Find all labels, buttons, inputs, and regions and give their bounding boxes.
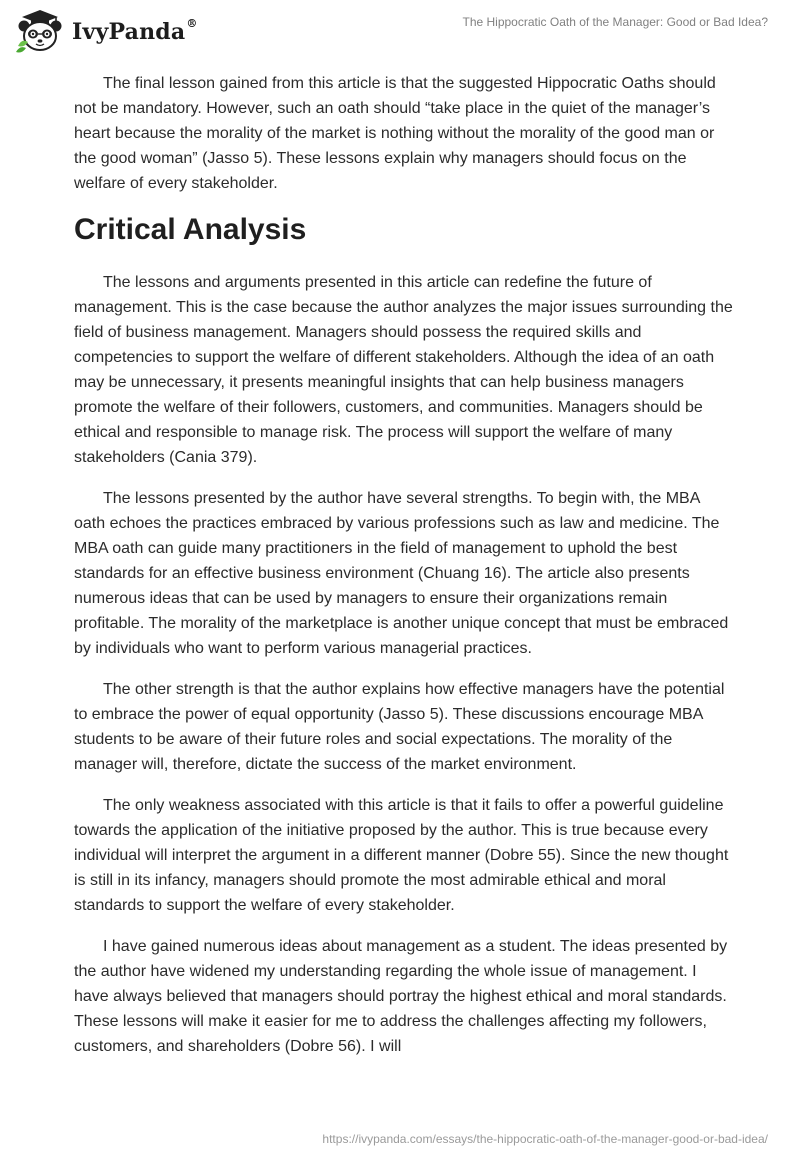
body-paragraph: The other strength is that the author explains how effective managers have the potential to embrace the power of equal opportunity (Jasso 5). These discussions encourage MBA students to be aware of their future roles and social expectations. The morality of the manager will, therefore, dictate the success of the market environment. bbox=[74, 681, 725, 773]
section-heading: Critical Analysis bbox=[74, 213, 307, 246]
source-url[interactable]: https://ivypanda.com/essays/the-hippocratic-oath-of-the-manager-good-or-bad-idea/ bbox=[322, 1132, 768, 1146]
page-header bbox=[0, 0, 800, 60]
document-title: The Hippocratic Oath of the Manager: Good or Bad Idea? bbox=[462, 15, 768, 29]
essay-content bbox=[74, 71, 734, 1075]
brand-logo[interactable] bbox=[14, 8, 198, 54]
brand-name: IvyPanda® bbox=[72, 17, 198, 45]
body-paragraph: I have gained numerous ideas about management as a student. The ideas presented by the author have widened my understanding regarding the whole issue of management. I have always believed that managers should portray the highest ethical and moral standards. These lessons will make it easier for me to address the challenges affecting my followers, customers, and shareholders (Dobre 56). I will bbox=[74, 938, 728, 1055]
body-paragraph: The only weakness associated with this article is that it fails to offer a powerful guideline towards the application of the initiative proposed by the author. This is true because every individual will interpret the argument in a different manner (Dobre 55). Since the new thought is still in its infancy, managers should promote the most admirable ethical and moral standards to support the welfare of every stakeholder. bbox=[74, 797, 729, 914]
body-paragraph: The lessons and arguments presented in this article can redefine the future of management. This is the case because the author analyzes the major issues surrounding the field of business management. Managers should possess the required skills and competencies to support the welfare of different stakeholders. Although the idea of an oath may be unnecessary, it presents meaningful insights that can help business managers promote the welfare of their followers, customers, and communities. Managers should be ethical and responsible to manage risk. The process will support the welfare of many stakeholders (Cania 379). bbox=[74, 274, 733, 466]
body-paragraph: The lessons presented by the author have several strengths. To begin with, the MBA oath echoes the practices embraced by various professions such as law and medicine. The MBA oath can guide many practitioners in the field of management to uphold the best standards for an effective business environment (Chuang 16). The article also presents numerous ideas that can be used by managers to ensure their organizations remain profitable. The morality of the marketplace is another unique concept that must be embraced by individuals who want to perform various managerial practices. bbox=[74, 490, 729, 657]
intro-paragraph: The final lesson gained from this article is that the suggested Hippocratic Oaths should not be mandatory. However, such an oath should “take place in the quiet of the manager’s heart because the morality of the market is nothing without the morality of the good man or the good woman” (Jasso 5). These lessons explain why managers should focus on the welfare of every stakeholder. bbox=[74, 75, 716, 192]
brand-registered-mark: ® bbox=[186, 17, 198, 30]
panda-graduate-icon bbox=[14, 8, 66, 54]
